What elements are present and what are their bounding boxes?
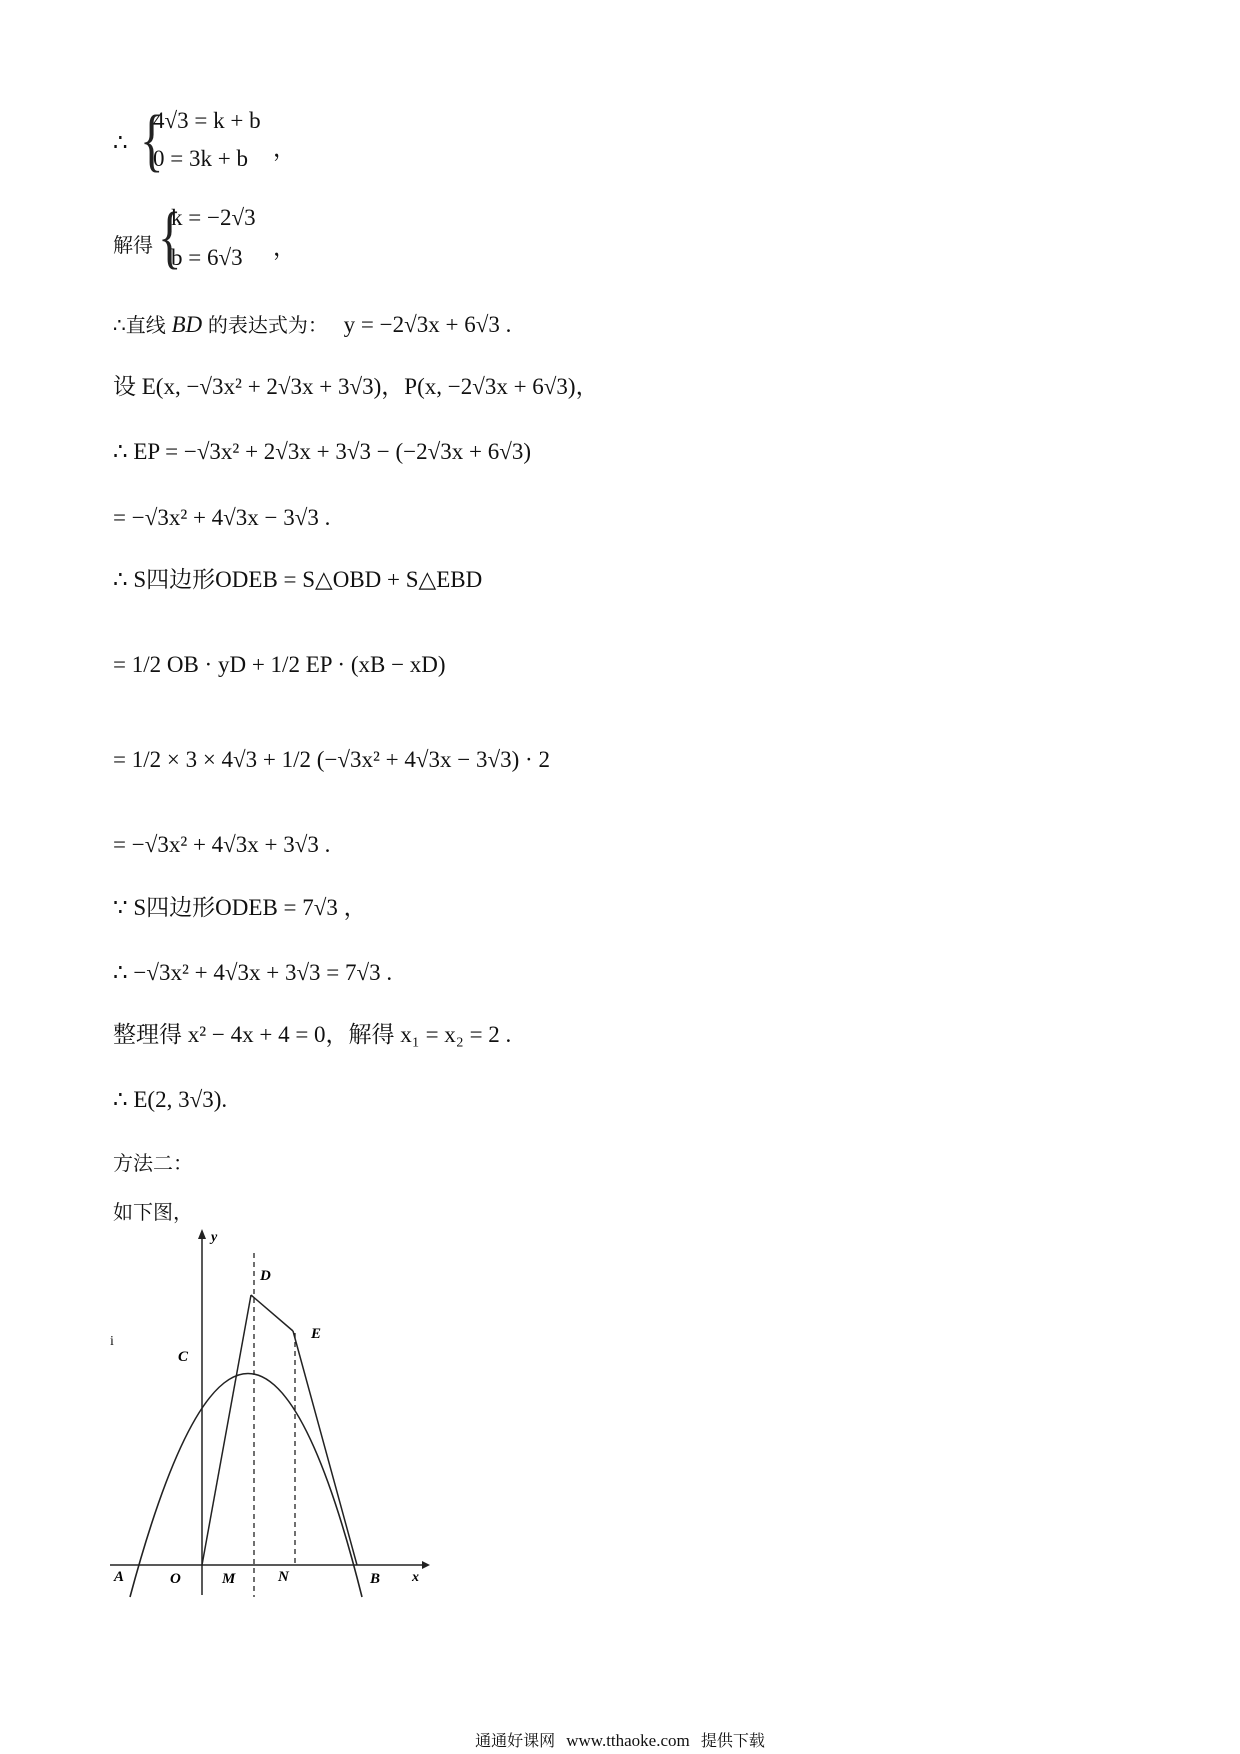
left-brace: { [140, 102, 164, 179]
segment-od [202, 1295, 251, 1565]
footer-provide: 提供下载 [700, 1731, 765, 1750]
label-b: B [370, 1571, 381, 1587]
line-solve: 整理得 x² − 4x + 4 = 0，解得 x₁ = x₂ = 2 . [113, 1022, 512, 1047]
comma: ， [273, 136, 296, 161]
y-axis-arrow [198, 1229, 206, 1239]
system-row: b = 6√3 [171, 245, 243, 270]
label-o: O [170, 1571, 181, 1587]
label-n: N [278, 1569, 289, 1585]
line-bd-expression: ∴直线 BD 的表达式为： y = −2√3x + 6√3 . [113, 312, 512, 337]
line-area-result: = −√3x² + 4√3x + 3√3 . [113, 832, 331, 857]
system-row: 0 = 3k + b [153, 146, 248, 171]
line-ep: ∴ EP = −√3x² + 2√3x + 3√3 − (−2√3x + 6√3) [113, 439, 531, 464]
therefore-symbol: ∴ [113, 130, 128, 155]
comma: ， [273, 235, 296, 260]
label-x: x [412, 1570, 419, 1585]
line-given-area: ∵ S四边形ODEB = 7√3 ， [113, 895, 367, 920]
label-e: E [311, 1326, 322, 1342]
line-see-figure: 如下图， [113, 1200, 193, 1224]
line-area-substituted: = 1/2 × 3 × 4√3 + 1/2 (−√3x² + 4√3x − 3√3) · 2 [113, 747, 550, 772]
line-ep-simplified: = −√3x² + 4√3x − 3√3 . [113, 505, 331, 530]
line-method-two: 方法二： [113, 1151, 193, 1175]
equation-system-1 [113, 102, 413, 180]
footer-site-name: 通通好课网 [475, 1731, 556, 1750]
x-axis-arrow [422, 1561, 430, 1569]
equation-system-2 [113, 199, 413, 277]
left-brace: { [158, 199, 182, 276]
segment-eb [293, 1331, 357, 1565]
parabola-figure [110, 1225, 440, 1605]
label-d: D [260, 1268, 271, 1284]
line-area-sum: ∴ S四边形ODEB = S△OBD + S△EBD [113, 567, 483, 592]
line-point-e: ∴ E(2, 3√3). [113, 1087, 228, 1112]
line-set-points: 设 E(x, −√3x² + 2√3x + 3√3)，P(x, −2√3x + 6√3)， [113, 374, 599, 399]
system-row: 4√3 = k + b [153, 108, 261, 133]
label-m: M [222, 1571, 236, 1587]
solve-label: 解得 [113, 233, 153, 257]
label-y: y [211, 1230, 218, 1245]
label-c: C [178, 1349, 189, 1365]
stray-mark: i [110, 1334, 114, 1349]
label-a: A [114, 1569, 125, 1585]
system-row: k = −2√3 [171, 205, 256, 230]
line-area-formula: = 1/2 OB · yD + 1/2 EP · (xB − xD) [113, 652, 446, 677]
line-equation: ∴ −√3x² + 4√3x + 3√3 = 7√3 . [113, 960, 393, 985]
footer-url[interactable]: www.tthaoke.com [566, 1731, 690, 1750]
parabola-curve [130, 1374, 362, 1598]
page-footer [0, 1728, 1240, 1751]
segment-de [251, 1295, 293, 1331]
